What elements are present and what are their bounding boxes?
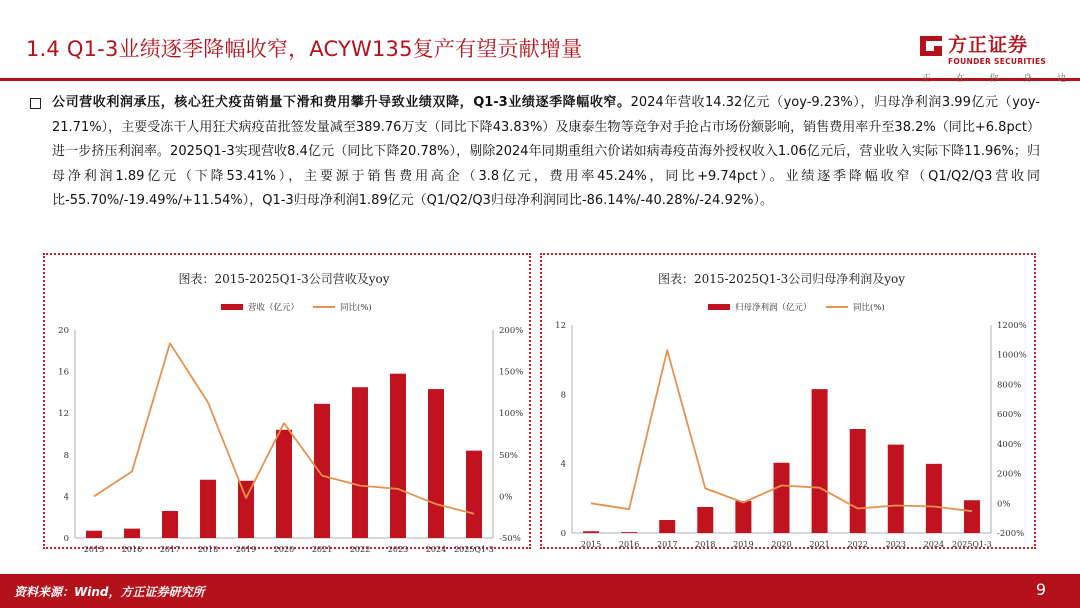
bar <box>697 507 713 533</box>
y-left-tick-label: 12 <box>555 321 566 331</box>
x-tick-label: 2020 <box>771 540 792 549</box>
brand-name-en: FOUNDER SECURITIES <box>948 57 1047 66</box>
y-left-tick-label: 0 <box>63 534 69 544</box>
bar <box>735 501 751 533</box>
x-tick-label: 2017 <box>657 540 678 549</box>
x-tick-label: 2024 <box>923 540 945 549</box>
x-tick-label: 2015 <box>83 545 105 554</box>
tagline-char: 身 <box>1023 74 1033 84</box>
x-tick-label: 2023 <box>885 540 906 549</box>
y-right-tick-label: 200% <box>997 469 1022 480</box>
y-right-tick-label: 200% <box>499 326 524 336</box>
bar <box>583 531 599 533</box>
x-tick-label: 2025Q1-3 <box>454 545 494 554</box>
bar <box>428 389 444 538</box>
bar <box>812 389 828 533</box>
profit-chart <box>542 255 1034 547</box>
bullet-square-icon <box>30 98 41 109</box>
founder-logo-icon <box>918 34 944 58</box>
legend-label-line: 同比(%) <box>340 303 372 313</box>
slide-title: 1.4 Q1-3业绩逐季降幅收窄，ACYW135复产有望贡献增量 <box>26 37 583 61</box>
x-tick-label: 2017 <box>159 545 181 554</box>
x-tick-label: 2018 <box>197 545 219 554</box>
chart-title: 图表：2015-2025Q1-3公司营收及yoy <box>178 272 390 286</box>
legend-label-bar: 营收（亿元） <box>248 303 300 313</box>
y-right-tick-label: 600% <box>997 410 1022 421</box>
y-right-tick-label: 150% <box>499 367 524 378</box>
bar <box>390 374 406 538</box>
bar <box>466 451 482 538</box>
x-tick-label: 2019 <box>235 545 257 554</box>
y-left-tick-label: 4 <box>63 492 69 503</box>
bar <box>850 429 866 533</box>
bar <box>926 464 942 533</box>
x-tick-label: 2022 <box>349 545 371 554</box>
tagline-char: 正 <box>922 74 932 84</box>
bar <box>124 529 140 538</box>
bar <box>276 430 292 538</box>
y-right-tick-label: 100% <box>499 409 524 420</box>
legend-label-line: 同比(%) <box>853 303 885 313</box>
y-right-tick-label: 0% <box>997 499 1011 510</box>
summary-body: 2024年营收14.32亿元（yoy-9.23%），归母净利润3.99亿元（yoy-21.71%），主要受冻干人用狂犬病疫苗批签发量减至389.76万支（同比下降43.83%）及康泰生物等竞争对手抢占市场份额影响，销售费用率升至38.2%（同比+6.8pct）进一步挤压利润率。2025Q1-3实现营收8.4亿元（同比下降20.78%），剔除2024年同期重组六价诺如病毒疫苗海外授权收入1.06亿元后，营业收入实际下降11.96%；归母净利润1.89亿元（下降53.41%），主要源于销售费用高企（3.8亿元，费用率45.24%，同比+9.74pct）。业绩逐季降幅收窄（Q1/Q2/Q3营收同比-55.70%/-19.49%/+11.54%），Q1-3归母净利润1.89亿元（Q1/Q2/Q3归母净利润同比-86.14%/-40.28%/-24.92%）。 <box>52 95 1040 208</box>
x-tick-label: 2022 <box>847 540 868 549</box>
tagline-char: 边 <box>1056 74 1066 84</box>
chart-title: 图表：2015-2025Q1-3公司归母净利润及yoy <box>657 272 906 286</box>
y-left-tick-label: 0 <box>560 529 566 539</box>
x-tick-label: 2024 <box>425 545 447 554</box>
legend-swatch-bar <box>708 304 730 310</box>
tagline-char: 你 <box>989 74 999 84</box>
y-left-tick-label: 8 <box>63 450 69 461</box>
brand-name: 方正证券 <box>948 34 1029 56</box>
brand-tagline <box>922 71 1066 84</box>
y-left-tick-label: 20 <box>58 326 69 336</box>
y-left-tick-label: 12 <box>58 409 69 420</box>
x-tick-label: 2016 <box>618 540 640 549</box>
summary-headline: 公司营收利润承压，核心狂犬疫苗销量下滑和费用攀升导致业绩双降，Q1-3业绩逐季降幅收窄。 <box>52 95 631 110</box>
bar <box>314 404 330 538</box>
bar <box>86 531 102 538</box>
bar <box>888 445 904 533</box>
y-left-tick-label: 16 <box>58 367 69 378</box>
profit-chart-panel <box>540 253 1036 549</box>
x-tick-label: 2023 <box>387 545 409 554</box>
legend-label-bar: 归母净利润（亿元） <box>735 303 812 313</box>
y-right-tick-label: 1000% <box>997 350 1027 361</box>
brand-logo <box>918 30 1068 84</box>
y-right-tick-label: 400% <box>997 439 1022 450</box>
revenue-chart <box>45 255 529 554</box>
x-tick-label: 2018 <box>695 540 716 549</box>
x-tick-label: 2021 <box>809 540 830 549</box>
bar <box>162 511 178 538</box>
x-tick-label: 2015 <box>580 540 602 549</box>
bar <box>774 463 790 533</box>
tagline-char: 在 <box>955 74 965 84</box>
y-right-tick-label: -50% <box>499 534 521 544</box>
y-right-tick-label: 800% <box>997 380 1022 391</box>
bar <box>964 500 980 533</box>
x-tick-label: 2019 <box>733 540 754 549</box>
y-left-tick-label: 8 <box>560 390 566 401</box>
bar <box>621 532 637 533</box>
x-tick-label: 2016 <box>121 545 143 554</box>
revenue-chart-panel <box>43 253 531 554</box>
y-right-tick-label: 0% <box>499 492 513 503</box>
bar <box>200 480 216 538</box>
y-left-tick-label: 4 <box>560 459 566 470</box>
y-right-tick-label: 50% <box>499 450 518 461</box>
y-right-tick-label: 1200% <box>997 321 1027 331</box>
x-tick-label: 2025Q1-3 <box>952 540 992 549</box>
page-number: 9 <box>1035 580 1046 599</box>
summary-paragraph <box>52 91 1040 214</box>
bar <box>659 520 675 533</box>
legend-swatch-bar <box>221 304 243 310</box>
bar <box>238 481 254 538</box>
y-right-tick-label: -200% <box>997 529 1025 539</box>
x-tick-label: 2021 <box>311 545 333 554</box>
x-tick-label: 2020 <box>273 545 295 554</box>
source-note: 资料来源：Wind，方正证券研究所 <box>14 585 205 599</box>
bar <box>352 387 368 538</box>
